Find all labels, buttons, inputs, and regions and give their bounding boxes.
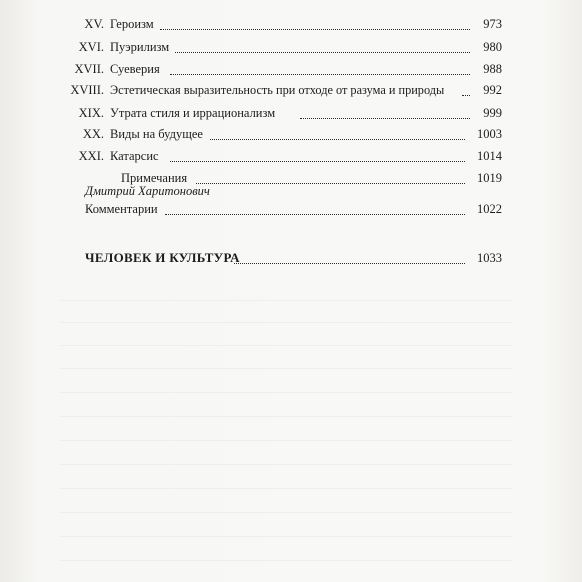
leader-dots xyxy=(165,213,465,215)
toc-entry xyxy=(0,38,582,56)
chapter-title: Героизм xyxy=(110,17,154,31)
chapter-number: XV. xyxy=(84,17,104,31)
page-number: 980 xyxy=(483,40,502,54)
page-number: 1033 xyxy=(477,251,502,265)
leader-dots xyxy=(175,51,470,53)
leader-dots xyxy=(170,73,470,75)
chapter-number: XX. xyxy=(82,127,104,141)
chapter-title: Катарсис xyxy=(110,149,159,163)
chapter-title: Виды на будущее xyxy=(110,127,203,141)
toc-section xyxy=(0,249,582,267)
chapter-number: XVIII. xyxy=(70,83,104,97)
chapter-number: XXI. xyxy=(78,149,104,163)
leader-dots xyxy=(462,94,470,96)
page-number: 1014 xyxy=(477,149,502,163)
page-number: 1003 xyxy=(477,127,502,141)
chapter-number: XVI. xyxy=(78,40,104,54)
page-number: 1019 xyxy=(477,171,502,185)
page-number: 973 xyxy=(483,17,502,31)
page-number: 992 xyxy=(483,83,502,97)
toc-entry xyxy=(0,81,582,99)
page-number: 1022 xyxy=(477,202,502,216)
leader-dots xyxy=(170,160,465,162)
toc-entry xyxy=(0,200,582,218)
leader-dots xyxy=(234,262,465,264)
toc-entry xyxy=(0,147,582,165)
chapter-title: Суеверия xyxy=(110,62,160,76)
leader-dots xyxy=(300,117,470,119)
leader-dots xyxy=(210,138,465,140)
comments-title: Комментарии xyxy=(85,202,158,216)
author-name: Дмитрий Харитонович xyxy=(85,184,210,198)
page-number: 999 xyxy=(483,106,502,120)
chapter-title: Утрата стиля и иррационализм xyxy=(110,106,276,120)
chapter-number: XIX. xyxy=(78,106,104,120)
leader-dots xyxy=(196,182,465,184)
toc-entry xyxy=(0,104,582,122)
chapter-title: Пуэрилизм xyxy=(110,40,170,54)
leader-dots xyxy=(160,28,470,30)
chapter-number: XVII. xyxy=(74,62,104,76)
section-title: ЧЕЛОВЕК И КУЛЬТУРА xyxy=(85,250,240,265)
toc-entry xyxy=(0,60,582,78)
toc-entry xyxy=(0,15,582,33)
notes-title: Примечания xyxy=(121,171,188,185)
toc-entry xyxy=(0,125,582,143)
page-number: 988 xyxy=(483,62,502,76)
chapter-title: Эстетическая выразительность при отходе от разума и природы xyxy=(110,83,445,97)
